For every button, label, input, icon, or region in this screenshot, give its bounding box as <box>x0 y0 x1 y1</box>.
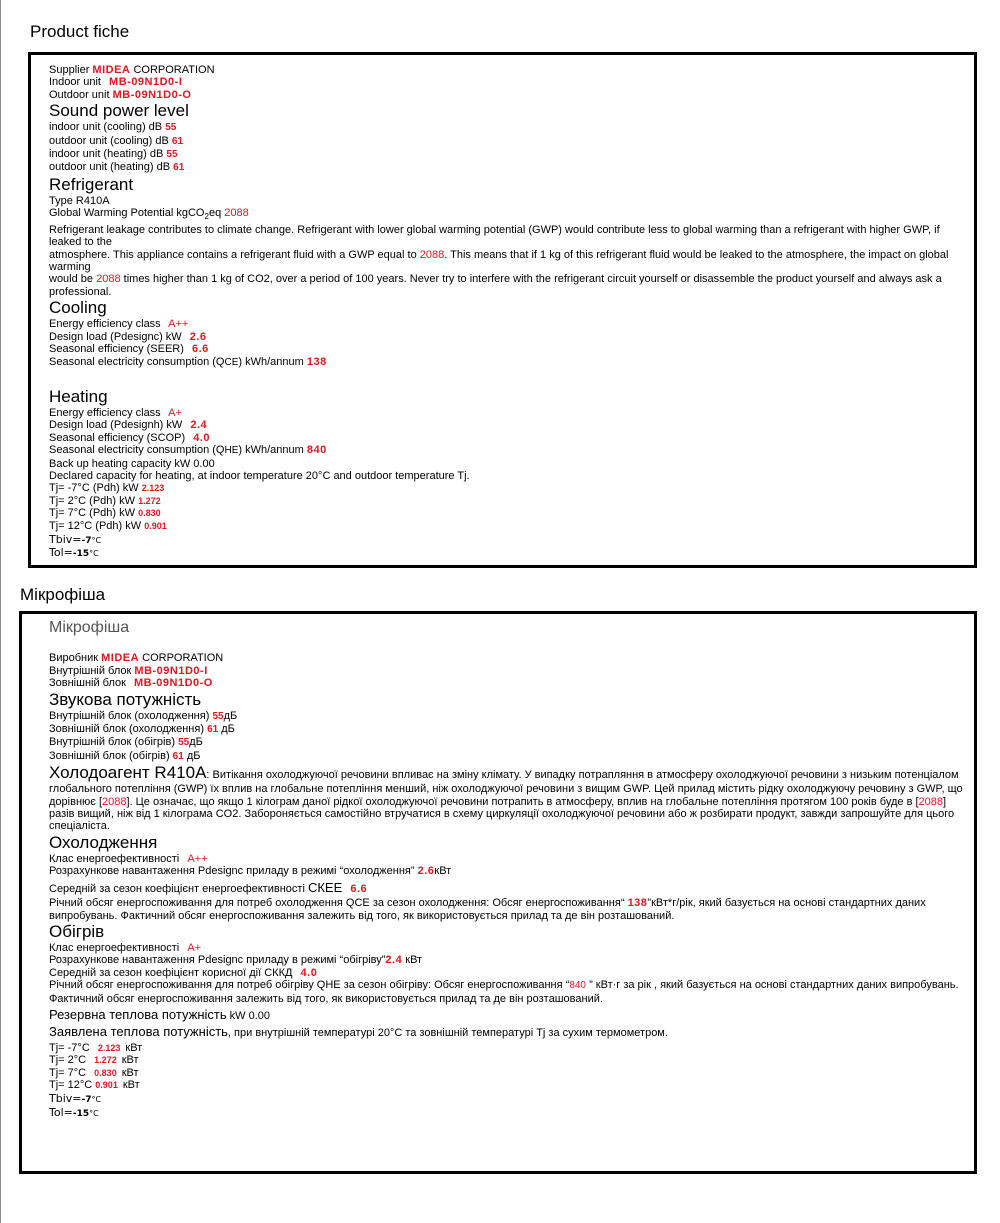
ua-cooling-consumption <box>49 897 968 922</box>
ua-declared-row <box>49 1026 968 1039</box>
tj-value: 0.901 <box>144 520 167 531</box>
refrigerant-type: Type R410A <box>49 194 110 207</box>
indoor-unit-label: Indoor unit <box>49 76 101 89</box>
ua-sound-unit: дБ <box>223 709 238 722</box>
ua-sound-row <box>49 750 968 763</box>
ua-declared-rest: , при внутрішній температурі 20°C та зовнішній температурі Tj за сухим термометром. <box>227 1027 668 1040</box>
outdoor-unit-model: MB-09N1D0-O <box>112 88 192 101</box>
sound-heading: Sound power level <box>49 101 189 121</box>
sound-value: 55 <box>166 149 178 161</box>
ua-cooling-class-label: Клас енергоефективності <box>49 852 180 865</box>
heating-heading: Heating <box>49 386 108 406</box>
ua-sound-row <box>49 723 968 736</box>
tol-row <box>49 547 970 560</box>
ua-sound-unit: дБ <box>186 749 201 762</box>
sound-value: 61 <box>173 162 185 174</box>
ua-sound-row <box>49 710 968 723</box>
ua-cooling-seer-label: Середній за сезон коефіцієнт енергоефективності <box>49 882 305 895</box>
ua-cooling-cons-a: Річний обсяг енергоспоживання для потреб охолодження QCE за сезон охолодження: Обсяг енергоспоживання“ <box>49 897 625 910</box>
tbiv-value: -7 <box>81 535 92 546</box>
ua-tj-row <box>49 1079 968 1091</box>
backup-heating-row: Back up heating capacity kW 0.00 <box>49 457 215 470</box>
product-fiche-title: Product fiche <box>30 22 130 41</box>
sound-label: indoor unit (heating) dB <box>49 148 164 161</box>
ua-supplier-label: Виробник <box>49 652 99 665</box>
outdoor-unit-row <box>49 89 970 101</box>
leak-paragraph-2 <box>49 249 970 274</box>
ua-heating-load-row <box>49 954 968 966</box>
ua-tbiv-label: Tbiv= <box>49 1092 82 1106</box>
tj-value: 1.272 <box>138 495 161 506</box>
cooling-consumption-value: 138 <box>306 355 327 368</box>
ua-indoor-unit-row <box>49 665 968 677</box>
ua-tj-unit: кВт <box>121 1054 139 1067</box>
ua-heating-cons-value: 840 <box>569 980 586 992</box>
ua-cooling-class-value: A++ <box>187 852 208 865</box>
ua-sound-row <box>49 736 968 749</box>
product-fiche-box <box>28 52 977 568</box>
heating-load-label: Design load (Pdesignh) kW <box>49 419 183 432</box>
supplier-label: Supplier <box>49 64 90 76</box>
leak-gwp-value: 2088 <box>96 273 121 286</box>
ua-sound-unit: дБ <box>189 736 203 749</box>
supplier-rest: CORPORATION <box>133 64 215 76</box>
gwp-label: Global Warming Potential kgCO <box>49 207 205 220</box>
tj-value: 2.123 <box>141 483 165 494</box>
ua-cooling-load-label: Розрахункове навантаження Pdesignc приладу в режимі “охолодження” <box>49 865 415 878</box>
ua-heating-load-unit: кВт <box>405 954 423 967</box>
ua-sound-heading: Звукова потужність <box>49 689 202 709</box>
ua-cooling-heading: Охолодження <box>49 832 158 852</box>
refrigerant-heading: Refrigerant <box>49 174 134 194</box>
heating-scop-row <box>49 432 970 444</box>
ua-tol-value: -15 <box>72 1108 90 1119</box>
ua-heating-consumption <box>49 979 968 1005</box>
cooling-consumption-sub: CE <box>224 356 239 368</box>
microfiche-box <box>19 611 977 1174</box>
ua-heating-scop-label: Середній за сезон коефіцієнт корисної дії СККД <box>49 966 293 979</box>
leak-p3a: would be <box>49 273 94 286</box>
ua-sound-value: 55 <box>212 710 224 722</box>
ua-tj-label: Tj= 2°C <box>49 1054 87 1067</box>
cooling-load-label: Design load (Pdesignc) kW <box>49 330 182 343</box>
ua-sound-value: 61 <box>207 724 219 736</box>
ua-tj-label: Tj= 12°C <box>49 1078 93 1091</box>
tj-row <box>49 507 970 519</box>
heating-scop-value: 4.0 <box>193 431 210 444</box>
supplier-row <box>49 64 970 76</box>
leak-p2b: . This means that if 1 kg of this refrigerant fluid would be leaked to the atmosphere, the impact on global warming <box>49 248 949 274</box>
leak-p3b: times higher than 1 kg of CO2, over a period of 100 years. Never try to interfere with the refrigerant circuit yourself or disassemble the product yourself and always ask a professional. <box>49 273 942 298</box>
gwp-value: 2088 <box>224 207 249 220</box>
tj-row <box>49 520 970 532</box>
ua-heating-class-value: A+ <box>187 941 202 954</box>
tj-label: Tj= 2°C (Pdh) kW <box>49 494 135 507</box>
ua-cooling-cons-b: ”кВт*г/рік, який базується на основі стандартних даних випробувань. Фактичний обсяг енергоспоживання залежить від того, як використовується прилад та де він розташований. <box>49 897 926 922</box>
ua-refrigerant-heading: Холодоагент R410A <box>49 763 207 783</box>
tj-value: 0.830 <box>138 508 161 519</box>
sound-label: indoor unit (cooling) dB <box>49 121 163 134</box>
ua-outdoor-unit-row <box>49 677 968 689</box>
ua-tbiv-value: -7 <box>81 1095 92 1106</box>
ua-cooling-load-value: 2.6 <box>417 865 435 878</box>
ua-supplier-brand: MIDEA <box>101 652 140 665</box>
ua-tbiv-row <box>49 1093 968 1106</box>
ua-cooling-seer-value: 6.6 <box>350 882 368 895</box>
ua-tj-unit: кВт <box>121 1066 139 1079</box>
ua-cooling-load-unit: кВт <box>434 865 452 878</box>
tol-value: -15 <box>72 549 90 560</box>
gwp-row <box>49 207 970 224</box>
ua-backup-row <box>49 1006 968 1022</box>
ua-ref-p1: Витікання охолоджуючої речовини впливає на зміну клімату. У випадку потрапляння в атмосферу охолоджуючої речовини з низьким потенціалом глобального потепління (GWP) їх вплив на глобальне потепління менший, ніж охолоджуючої речовини з вищим GWP. Цей прилад містить рідку охолоджуючу речовину з GWP, що дорівнює <box>49 769 963 808</box>
ua-heating-cons-b: ” кВт·г за рік , який базується на основі стандартних даних випробувань. Фактичний обсяг енергоспоживання залежить від того, як використовується прилад та де він розташований. <box>49 979 959 1005</box>
heating-consumption-row <box>49 444 970 457</box>
microfiche-inner-title: Мікрофіша <box>49 619 130 636</box>
ua-outdoor-unit-model: MB-09N1D0-O <box>134 677 213 690</box>
ua-sound-value: 55 <box>178 737 190 749</box>
sound-label: outdoor unit (heating) dB <box>49 161 171 174</box>
outdoor-unit-label: Outdoor unit <box>49 88 110 101</box>
ua-cooling-load-row <box>49 865 968 877</box>
ua-heating-load-value: 2.4 <box>385 954 403 967</box>
ua-supplier-row <box>49 652 968 664</box>
ua-sound-label: Внутрішній блок (охолодження) <box>49 709 210 722</box>
ua-indoor-unit-model: MB-09N1D0-I <box>134 664 208 677</box>
ua-outdoor-unit-label: Зовнішній блок <box>49 677 126 690</box>
cooling-load-row <box>49 331 970 343</box>
cooling-seer-value: 6.6 <box>191 343 209 356</box>
tbiv-unit: °C <box>91 535 102 545</box>
ua-tj-value: 1.272 <box>94 1055 117 1066</box>
sound-row <box>49 135 970 148</box>
ua-supplier-rest: CORPORATION <box>142 652 224 665</box>
tbiv-label: Tbiv= <box>49 532 82 546</box>
heating-consumption-label-a: Seasonal electricity consumption (Q <box>49 444 225 457</box>
supplier-brand: MIDEA <box>92 64 131 76</box>
ua-tj-value: 2.123 <box>97 1042 121 1053</box>
ua-tj-row <box>49 1054 968 1066</box>
sound-label: outdoor unit (cooling) dB <box>49 134 169 147</box>
ua-refrigerant-block: Холодоагент R410A: Витікання охолоджуючої речовини впливає на зміну клімату. У випадку потрапляння в атмосферу охолоджуючої речовини з низьким потенціалом глобального потепління (GWP) їх вплив на глобальне потепління менший, ніж охолоджуючої речовини з вищим GWP. Цей прилад містить рідку охолоджуючу речовину з GWP, що дорівнює [2088]. Це означає, що якщо 1 кілограм даної рідкої охолоджуючої речовини потрапить в атмосферу, вплив на глобальне потепління протягом 100 років буде в [2088] разів вищий, ніж від 1 кілограма CO2. Забороняється самостійно втручатися в схему циркуляції охолоджуючої речовини або ж розбирати продукт, завжди запрошуйте для цього спеціаліста. <box>49 763 963 833</box>
ua-cooling-cons-value: 138 <box>627 897 648 910</box>
tj-label: Tj= -7°C (Pdh) kW <box>49 482 139 495</box>
ua-sound-label: Внутрішній блок (обігрів) <box>49 736 175 749</box>
tbiv-row <box>49 534 970 547</box>
ua-tj-row <box>49 1067 968 1079</box>
cooling-consumption-row <box>49 356 970 369</box>
tol-unit: °C <box>89 549 99 559</box>
ua-cooling-seer-row <box>49 879 968 895</box>
cooling-seer-row <box>49 343 970 355</box>
ua-heating-load-label: Розрахункове навантаження Pdesignc приладу в режимі “обігріву” <box>49 954 386 967</box>
ua-heating-cons-a: Річний обсяг енергоспоживання для потреб обігріву QHE за сезон обігріву: Обсяг енергоспоживання “ <box>49 979 570 992</box>
ua-declared-label: Заявлена теплова потужність <box>49 1024 228 1040</box>
ua-sound-label: Зовнішній блок (охолодження) <box>49 723 204 736</box>
sound-row <box>49 161 970 174</box>
sound-value: 55 <box>165 122 177 134</box>
tj-label: Tj= 12°C (Pdh) kW <box>49 519 142 532</box>
heating-load-row <box>49 419 970 431</box>
gwp-suffix: eq <box>208 207 222 220</box>
cooling-consumption-label-a: Seasonal electricity consumption (Q <box>49 355 225 368</box>
ua-indoor-unit-label: Внутрішній блок <box>49 664 132 677</box>
ua-ref-gwp-value: 2088 <box>918 795 944 808</box>
ua-heating-scop-row <box>49 967 968 979</box>
heating-class-label: Energy efficiency class <box>49 406 161 419</box>
leak-paragraph-1: Refrigerant leakage contributes to climate change. Refrigerant with lower global warming potential (GWP) would contribute less to global warming than a refrigerant with higher GWP, if leaked to the <box>49 223 940 249</box>
microfiche-title: Мікрофіша <box>20 585 106 604</box>
ua-sound-label: Зовнішній блок (обігрів) <box>49 749 170 762</box>
leak-paragraph-3 <box>49 273 970 298</box>
indoor-unit-row <box>49 76 970 88</box>
heating-class-value: A+ <box>168 406 182 419</box>
sound-value: 61 <box>171 135 184 147</box>
heating-class-row <box>49 407 970 419</box>
tol-label: Tol= <box>49 546 73 560</box>
heating-load-value: 2.4 <box>190 419 208 432</box>
heating-consumption-label-b: ) kWh/annum <box>238 444 304 457</box>
ua-tj-unit: кВт <box>122 1078 140 1091</box>
leak-p2a: atmosphere. This appliance contains a refrigerant fluid with a GWP equal to <box>49 248 417 261</box>
declared-capacity-row: Declared capacity for heating, at indoor temperature 20°C and outdoor temperature Tj. <box>49 469 470 482</box>
ua-tol-row <box>49 1107 968 1120</box>
heating-consumption-sub: HE <box>224 445 239 457</box>
microfiche-content <box>49 619 968 1120</box>
ua-heating-heading: Обігрів <box>49 921 105 941</box>
gwp-sub: 2 <box>204 212 209 222</box>
ua-tj-row <box>49 1042 968 1054</box>
ua-tj-value: 0.901 <box>95 1079 118 1090</box>
cooling-class-label: Energy efficiency class <box>49 318 161 331</box>
ua-heating-class-label: Клас енергоефективності <box>49 941 180 954</box>
tj-label: Tj= 7°C (Pdh) kW <box>49 507 135 520</box>
ua-tj-unit: кВт <box>125 1041 143 1054</box>
ua-tj-label: Tj= 7°C <box>49 1066 87 1079</box>
ua-heating-scop-value: 4.0 <box>300 966 318 979</box>
product-fiche-content <box>49 64 970 561</box>
tj-row <box>49 482 970 494</box>
ua-cooling-class-row <box>49 853 968 865</box>
ua-tj-label: Tj= -7°C <box>49 1041 90 1054</box>
sound-row <box>49 148 970 161</box>
ua-tol-label: Tol= <box>49 1105 73 1119</box>
cooling-seer-label: Seasonal efficiency (SEER) <box>49 343 184 356</box>
ua-ref-gwp-value: 2088 <box>102 795 127 808</box>
ua-tj-value: 0.830 <box>94 1067 117 1078</box>
ua-ref-p3: разів вищий, ніж від 1 кілограма CO2. Забороняється самостійно втручатися в схему циркуляції охолоджуючої речовини або ж розбирати продукт, завжди запрошуйте для цього спеціаліста. <box>49 808 955 833</box>
ua-cooling-seer-abbr: СКЕЕ <box>307 879 343 895</box>
cooling-load-value: 2.6 <box>189 330 207 343</box>
leak-gwp-value: 2088 <box>419 248 445 261</box>
ua-sound-unit: дБ <box>221 723 235 736</box>
cooling-heading: Cooling <box>49 298 107 318</box>
sound-row <box>49 121 970 134</box>
ua-heating-class-row <box>49 942 968 954</box>
ua-tol-unit: °C <box>89 1108 99 1118</box>
cooling-class-row <box>49 318 970 330</box>
ua-tbiv-unit: °C <box>91 1095 102 1105</box>
ua-backup-value: kW 0.00 <box>229 1009 271 1022</box>
cooling-class-value: A++ <box>168 318 189 331</box>
tj-row <box>49 495 970 507</box>
ua-ref-p2: . Це означає, що якщо 1 кілограм даної рідкої охолоджуючої речовини потрапить в атмосферу, вплив на глобальне потепління протягом 100 років буде в <box>129 795 913 808</box>
heating-consumption-value: 840 <box>306 444 327 457</box>
cooling-consumption-label-b: ) kWh/annum <box>238 355 304 368</box>
indoor-unit-model: MB-09N1D0-I <box>109 76 183 89</box>
ua-sound-value: 61 <box>172 750 184 762</box>
heating-scop-label: Seasonal efficiency (SCOP) <box>49 431 186 444</box>
ua-backup-label: Резервна теплова потужність <box>49 1006 227 1022</box>
